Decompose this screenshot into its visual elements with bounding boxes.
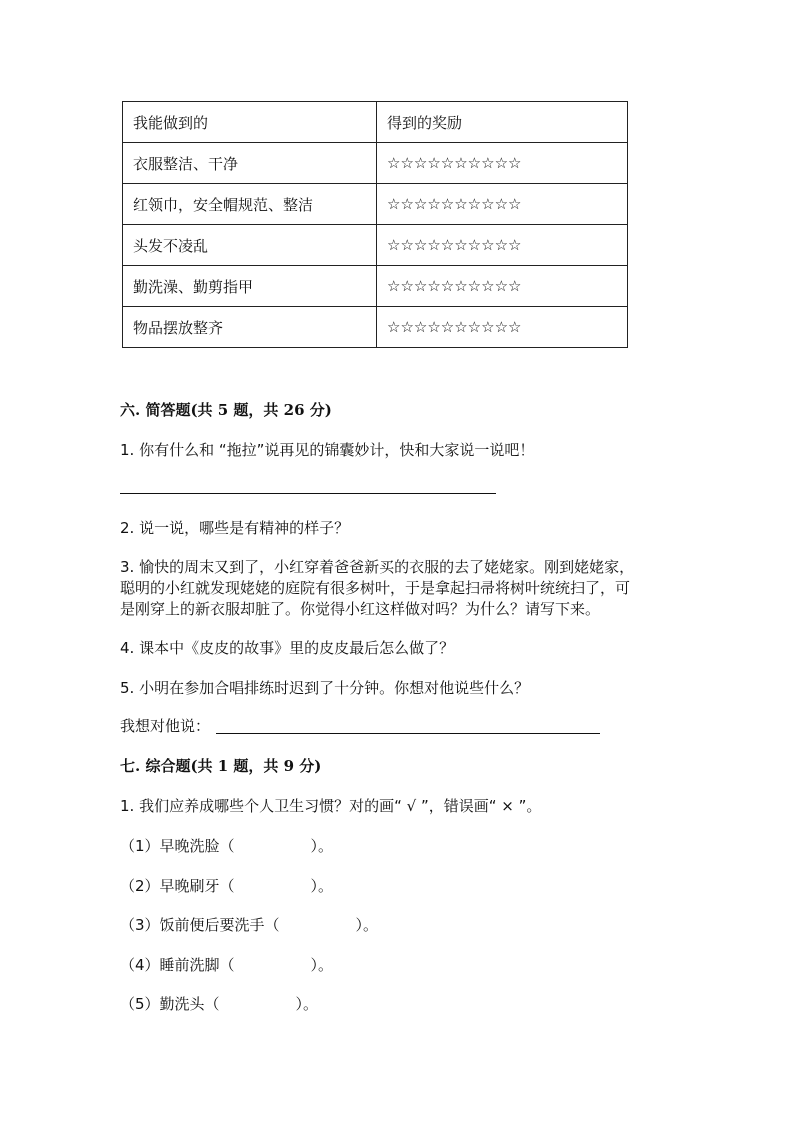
table-header-cell: 我能做到的: [123, 102, 377, 143]
sub-item-1: [120, 836, 333, 856]
sub-item-label: （5）勤洗头（: [120, 995, 220, 1013]
table-row: [123, 307, 628, 348]
table-cell-item: 衣服整洁、干净: [123, 143, 377, 184]
table-header-cell: 得到的奖励: [377, 102, 628, 143]
table-header-row: [123, 102, 628, 143]
answer-line-6-5[interactable]: [216, 733, 600, 734]
sub-item-2: [120, 876, 333, 896]
table-row: [123, 266, 628, 307]
sub-item-end: ）。: [295, 995, 319, 1013]
question-6-4: 4. 课本中《皮皮的故事》里的皮皮最后怎么做了？: [120, 639, 455, 657]
sub-item-end: ）。: [310, 837, 334, 855]
table-row: [123, 143, 628, 184]
sub-item-end: ）。: [355, 916, 379, 934]
sub-item-4: [120, 955, 333, 975]
table-cell-item: 勤洗澡、勤剪指甲: [123, 266, 377, 307]
sub-item-5: [120, 994, 318, 1014]
table-cell-item: 物品摆放整齐: [123, 307, 377, 348]
table-cell-stars: ☆☆☆☆☆☆☆☆☆☆: [377, 307, 628, 348]
sub-item-3: [120, 915, 378, 935]
question-7-1: 1. 我们应养成哪些个人卫生习惯？对的画“ √ ”，错误画“ × ”。: [120, 797, 542, 815]
sub-item-label: （2）早晚刷牙（: [120, 877, 235, 895]
table-cell-stars: ☆☆☆☆☆☆☆☆☆☆: [377, 184, 628, 225]
question-6-5: 5. 小明在参加合唱排练时迟到了十分钟。你想对他说些什么？: [120, 679, 530, 697]
question-6-3: [120, 557, 680, 620]
section-6-title: 六. 简答题(共 5 题，共 26 分): [120, 401, 332, 419]
question-6-3-line: 3. 愉快的周末又到了，小红穿着爸爸新买的衣服的去了姥姥家。刚到姥姥家，: [120, 558, 635, 576]
section-7-title: 七. 综合题(共 1 题，共 9 分): [120, 757, 322, 775]
table-cell-stars: ☆☆☆☆☆☆☆☆☆☆: [377, 266, 628, 307]
question-6-3-line: 是刚穿上的新衣服却脏了。你觉得小红这样做对吗？为什么？请写下来。: [120, 600, 601, 618]
table-cell-stars: ☆☆☆☆☆☆☆☆☆☆: [377, 143, 628, 184]
answer-label-6-5: 我想对他说：: [120, 717, 211, 735]
answer-line-6-1[interactable]: [120, 493, 496, 494]
table-cell-item: 红领巾，安全帽规范、整洁: [123, 184, 377, 225]
sub-item-end: ）。: [310, 956, 334, 974]
table-row: [123, 184, 628, 225]
sub-item-label: （4）睡前洗脚（: [120, 956, 235, 974]
reward-table: [122, 101, 628, 348]
sub-item-end: ）。: [310, 877, 334, 895]
table-row: [123, 225, 628, 266]
question-6-2: 2. 说一说，哪些是有精神的样子？: [120, 519, 350, 537]
table-cell-stars: ☆☆☆☆☆☆☆☆☆☆: [377, 225, 628, 266]
sub-item-label: （3）饭前便后要洗手（: [120, 916, 280, 934]
sub-item-label: （1）早晚洗脸（: [120, 837, 235, 855]
question-6-1: 1. 你有什么和 “拖拉”说再见的锦囊妙计，快和大家说一说吧！: [120, 441, 535, 459]
question-6-3-line: 聪明的小红就发现姥姥的庭院有很多树叶，于是拿起扫帚将树叶统统扫了，可: [120, 579, 631, 597]
table-cell-item: 头发不凌乱: [123, 225, 377, 266]
